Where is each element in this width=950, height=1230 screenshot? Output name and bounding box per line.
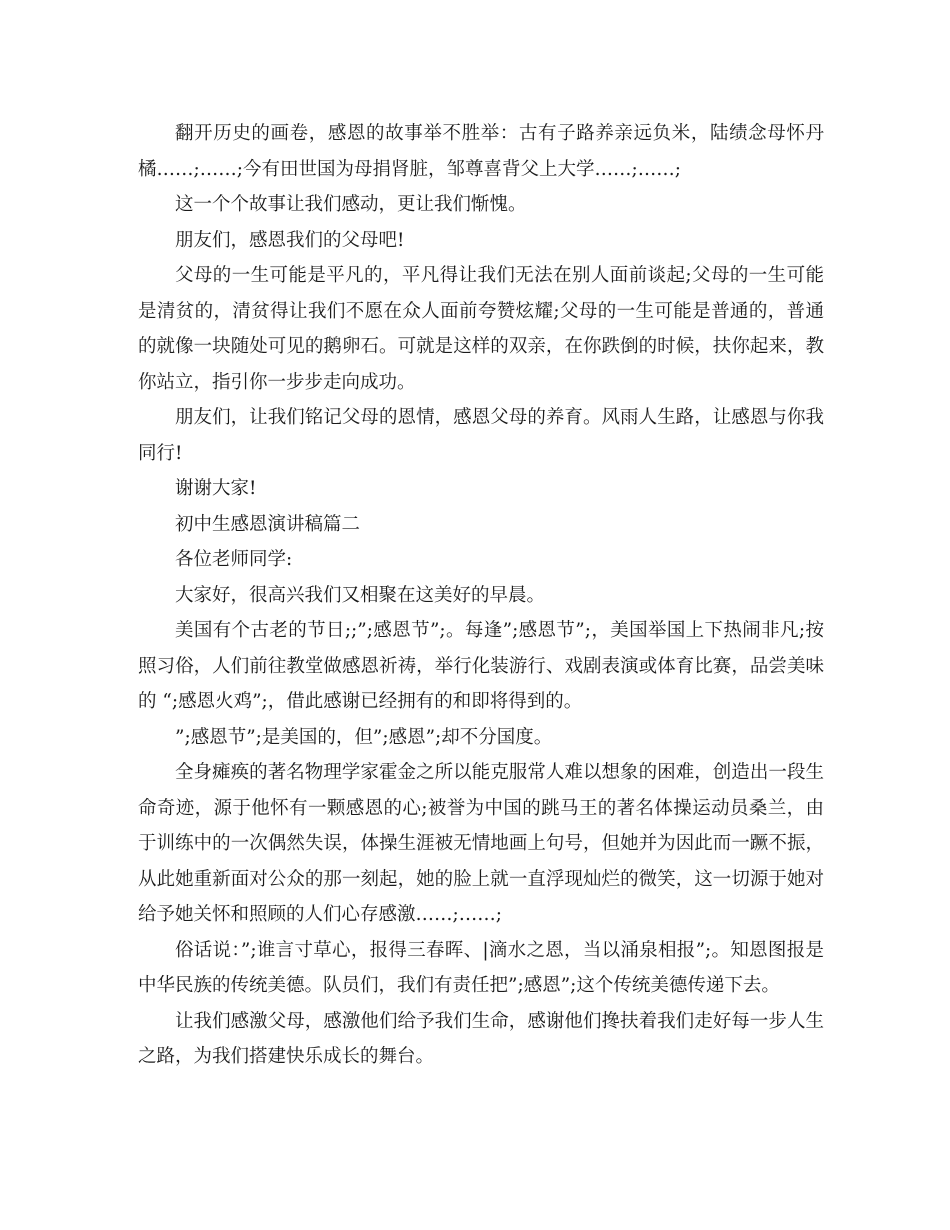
paragraph: 谢谢大家!: [175, 478, 257, 499]
paragraph: ”;感恩节”;是美国的，但”;感恩”;却不分国度。: [175, 726, 553, 748]
paragraph: 这一个个故事让我们感动，更让我们惭愧。: [175, 194, 527, 215]
paragraph: 俗话说：”;谁言寸草心，报得三春晖、|滴水之恩，当以涌泉相报”;。知恩图报是中华民族的传统美德。队员们，我们有责任把”;感恩”;这个传统美德传递下去。: [138, 939, 824, 996]
paragraph: 朋友们，让我们铭记父母的恩情，感恩父母的养育。风雨人生路，让感恩与你我同行!: [138, 407, 824, 464]
paragraph: 让我们感激父母，感激他们给予我们生命，感谢他们搀扶着我们走好每一步人生之路，为我们搭建快乐成长的舞台。: [138, 1010, 824, 1067]
paragraph: 朋友们，感恩我们的父母吧!: [175, 229, 405, 251]
salutation: 各位老师同学:: [175, 549, 293, 570]
paragraph: 父母的一生可能是平凡的，平凡得让我们无法在别人面前谈起;父母的一生可能是清贫的，清贫得让我们不愿在众人面前夸赞炫耀;父母的一生可能是普通的，普通的就像一块随处可见的鹅卵石。可就是这样的双亲，在你跌倒的时候，扶你起来，教你站立，指引你一步步走向成功。: [138, 265, 824, 393]
paragraph: 全身瘫痪的著名物理学家霍金之所以能克服常人难以想象的困难，创造出一段生命奇迹，源于他怀有一颗感恩的心;被誉为中国的跳马王的著名体操运动员桑兰，由于训练中的一次偶然失误，体操生涯被无情地画上句号，但她并为因此而一蹶不振，从此她重新面对公众的那一刻起，她的脸上就一直浮现灿烂的微笑，这一切源于她对给予她关怀和照顾的人们心存感激……;……;: [138, 762, 824, 925]
paragraph: 美国有个古老的节日;;”;感恩节”;。每逢”;感恩节”;，美国举国上下热闹非凡;按照习俗，人们前往教堂做感恩祈祷，举行化装游行、戏剧表演或体育比赛，品尝美味的 “;感恩火鸡”;，借此感谢已经拥有的和即将得到的。: [138, 620, 824, 712]
paragraph: 大家好，很高兴我们又相聚在这美好的早晨。: [175, 584, 546, 606]
paragraph: 翻开历史的画卷，感恩的故事举不胜举：古有子路养亲远负米，陆绩念母怀丹橘……;……;今有田世国为母捐肾脏，邹尊喜背父上大学……;……;: [138, 123, 824, 180]
section-heading: 初中生感恩演讲稿篇二: [175, 513, 361, 535]
document-body: [138, 116, 824, 1075]
